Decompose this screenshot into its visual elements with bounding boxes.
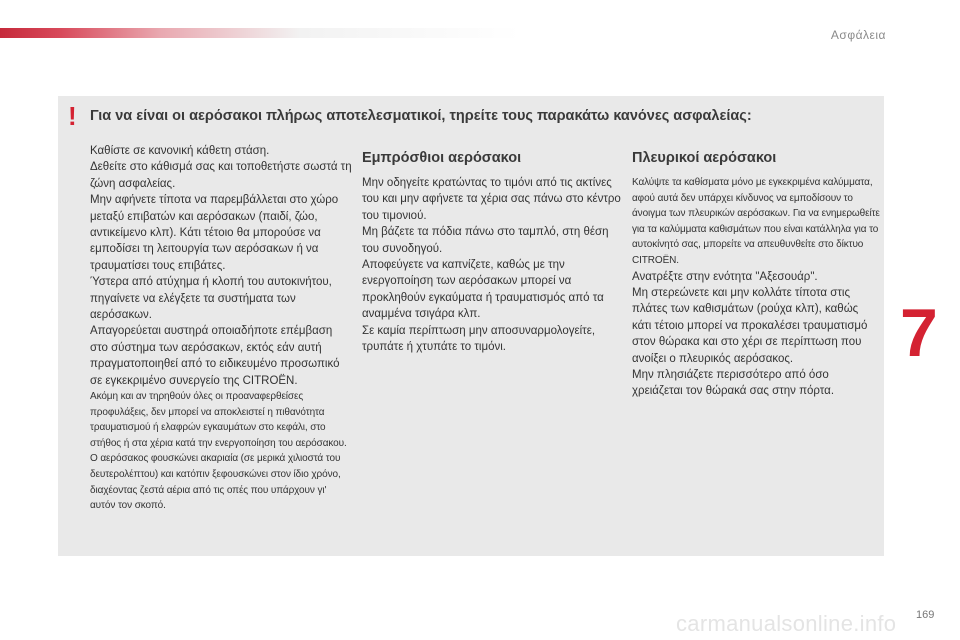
- column-front-airbags: [362, 150, 622, 355]
- side-airbags-heading: Πλευρικοί αερόσακοι: [632, 150, 777, 166]
- front-airbags-heading: Εμπρόσθιοι αερόσακοι: [362, 150, 522, 166]
- column-side-airbags: [632, 150, 880, 400]
- notice-headline: Για να είναι οι αερόσακοι πλήρως αποτελεσματικοί, τηρείτε τους παρακάτω κανόνες ασφαλείας:: [90, 108, 752, 124]
- side-airbags-seat-cover-text: Καλύψτε τα καθίσματα μόνο με εγκεκριμένα καλύμματα, αφού αυτά δεν υπάρχει κίνδυνος να εμποδίσουν το άνοιγμα των πλευρικών αερόσακων. Για να ενημερωθείτε για τα καλύμματα καθισμάτων που είναι κατάλληλα για το αυτοκίνητό σας, μπορείτε να απευθυνθείτε στο δίκτυο CITROËN.: [632, 177, 880, 266]
- general-rules-text: Καθίστε σε κανονική κάθετη στάση. Δεθείτε στο κάθισμά σας και τοποθετήστε σωστά τη ζώνη ασφαλείας. Μην αφήνετε τίποτα να παρεμβάλλεται στο χώρο μεταξύ επιβατών και αερόσακων (παιδί, ζώο, αντικείμενο κλπ). Κάτι τέτοιο θα μπορούσε να εμποδίσει τη λειτουργία των αερόσακων ή να τραυματίσει τους επιβάτες. Ύστερα από ατύχημα ή κλοπή του αυτοκινήτου, πηγαίνετε να ελέγξετε τα συστήματα των αερόσακων. Απαγορεύεται αυστηρά οποιαδήποτε επέμβαση στο σύστημα των αερόσακων, εκτός εάν αυτή πραγματοποιηθεί από το ειδικευμένο προσωπικό σε εγκεκριμένο συνεργείο της CITROËN.: [90, 145, 352, 387]
- top-accent-bar: [0, 28, 960, 38]
- page-number: 169: [916, 609, 935, 621]
- front-airbags-text: Μην οδηγείτε κρατώντας το τιμόνι από τις ακτίνες του και μην αφήνετε τα χέρια σας πάνω στο κέντρο του τιμονιού. Μη βάζετε τα πόδια πάνω στο ταμπλό, στη θέση του συνοδηγού. Αποφεύγετε να καπνίζετε, καθώς με την ενεργοποίηση των αερόσακων μπορεί να προκληθούν εγκαύματα ή τραυματισμός από τα αναμμένα τσιγάρα κλπ. Σε καμία περίπτωση μην αποσυναρμολογείτε, τρυπάτε ή χτυπάτε το τιμόνι.: [362, 177, 621, 354]
- column-general-rules: [90, 143, 352, 514]
- watermark: carmanualsonline.info: [676, 611, 897, 636]
- side-airbags-text: Ανατρέξτε στην ενότητα "Αξεσουάρ". Μη στερεώνετε και μην κολλάτε τίποτα στις πλάτες των καθισμάτων (ρούχα κλπ), καθώς κάτι τέτοιο μπορεί να προκαλέσει τραυματισμό στον θώρακα και στο χέρι σε περίπτωση που ανοίξει ο πλευρικός αερόσακος. Μην πλησιάζετε περισσότερο από όσο χρειάζεται τον θώρακά σας στην πόρτα.: [632, 270, 868, 398]
- chapter-number: 7: [900, 295, 938, 371]
- exclamation-icon: !: [68, 101, 77, 131]
- section-title: Ασφάλεια: [830, 28, 886, 42]
- general-warning-text: Ακόμη και αν τηρηθούν όλες οι προαναφερθείσες προφυλάξεις, δεν μπορεί να αποκλειστεί η πιθανότητα τραυματισμού ή ελαφρών εγκαυμάτων στο κεφάλι, στο στήθος ή στα χέρια κατά την ενεργοποίηση του αερόσακου. Ο αερόσακος φουσκώνει ακαριαία (σε μερικά χιλιοστά του δευτερολέπτου) και κατόπιν ξεφουσκώνει στον ίδιο χρόνο, διαχέοντας ζεστά αέρια από τις οπές που υπάρχουν γι' αυτόν τον σκοπό.: [90, 391, 347, 512]
